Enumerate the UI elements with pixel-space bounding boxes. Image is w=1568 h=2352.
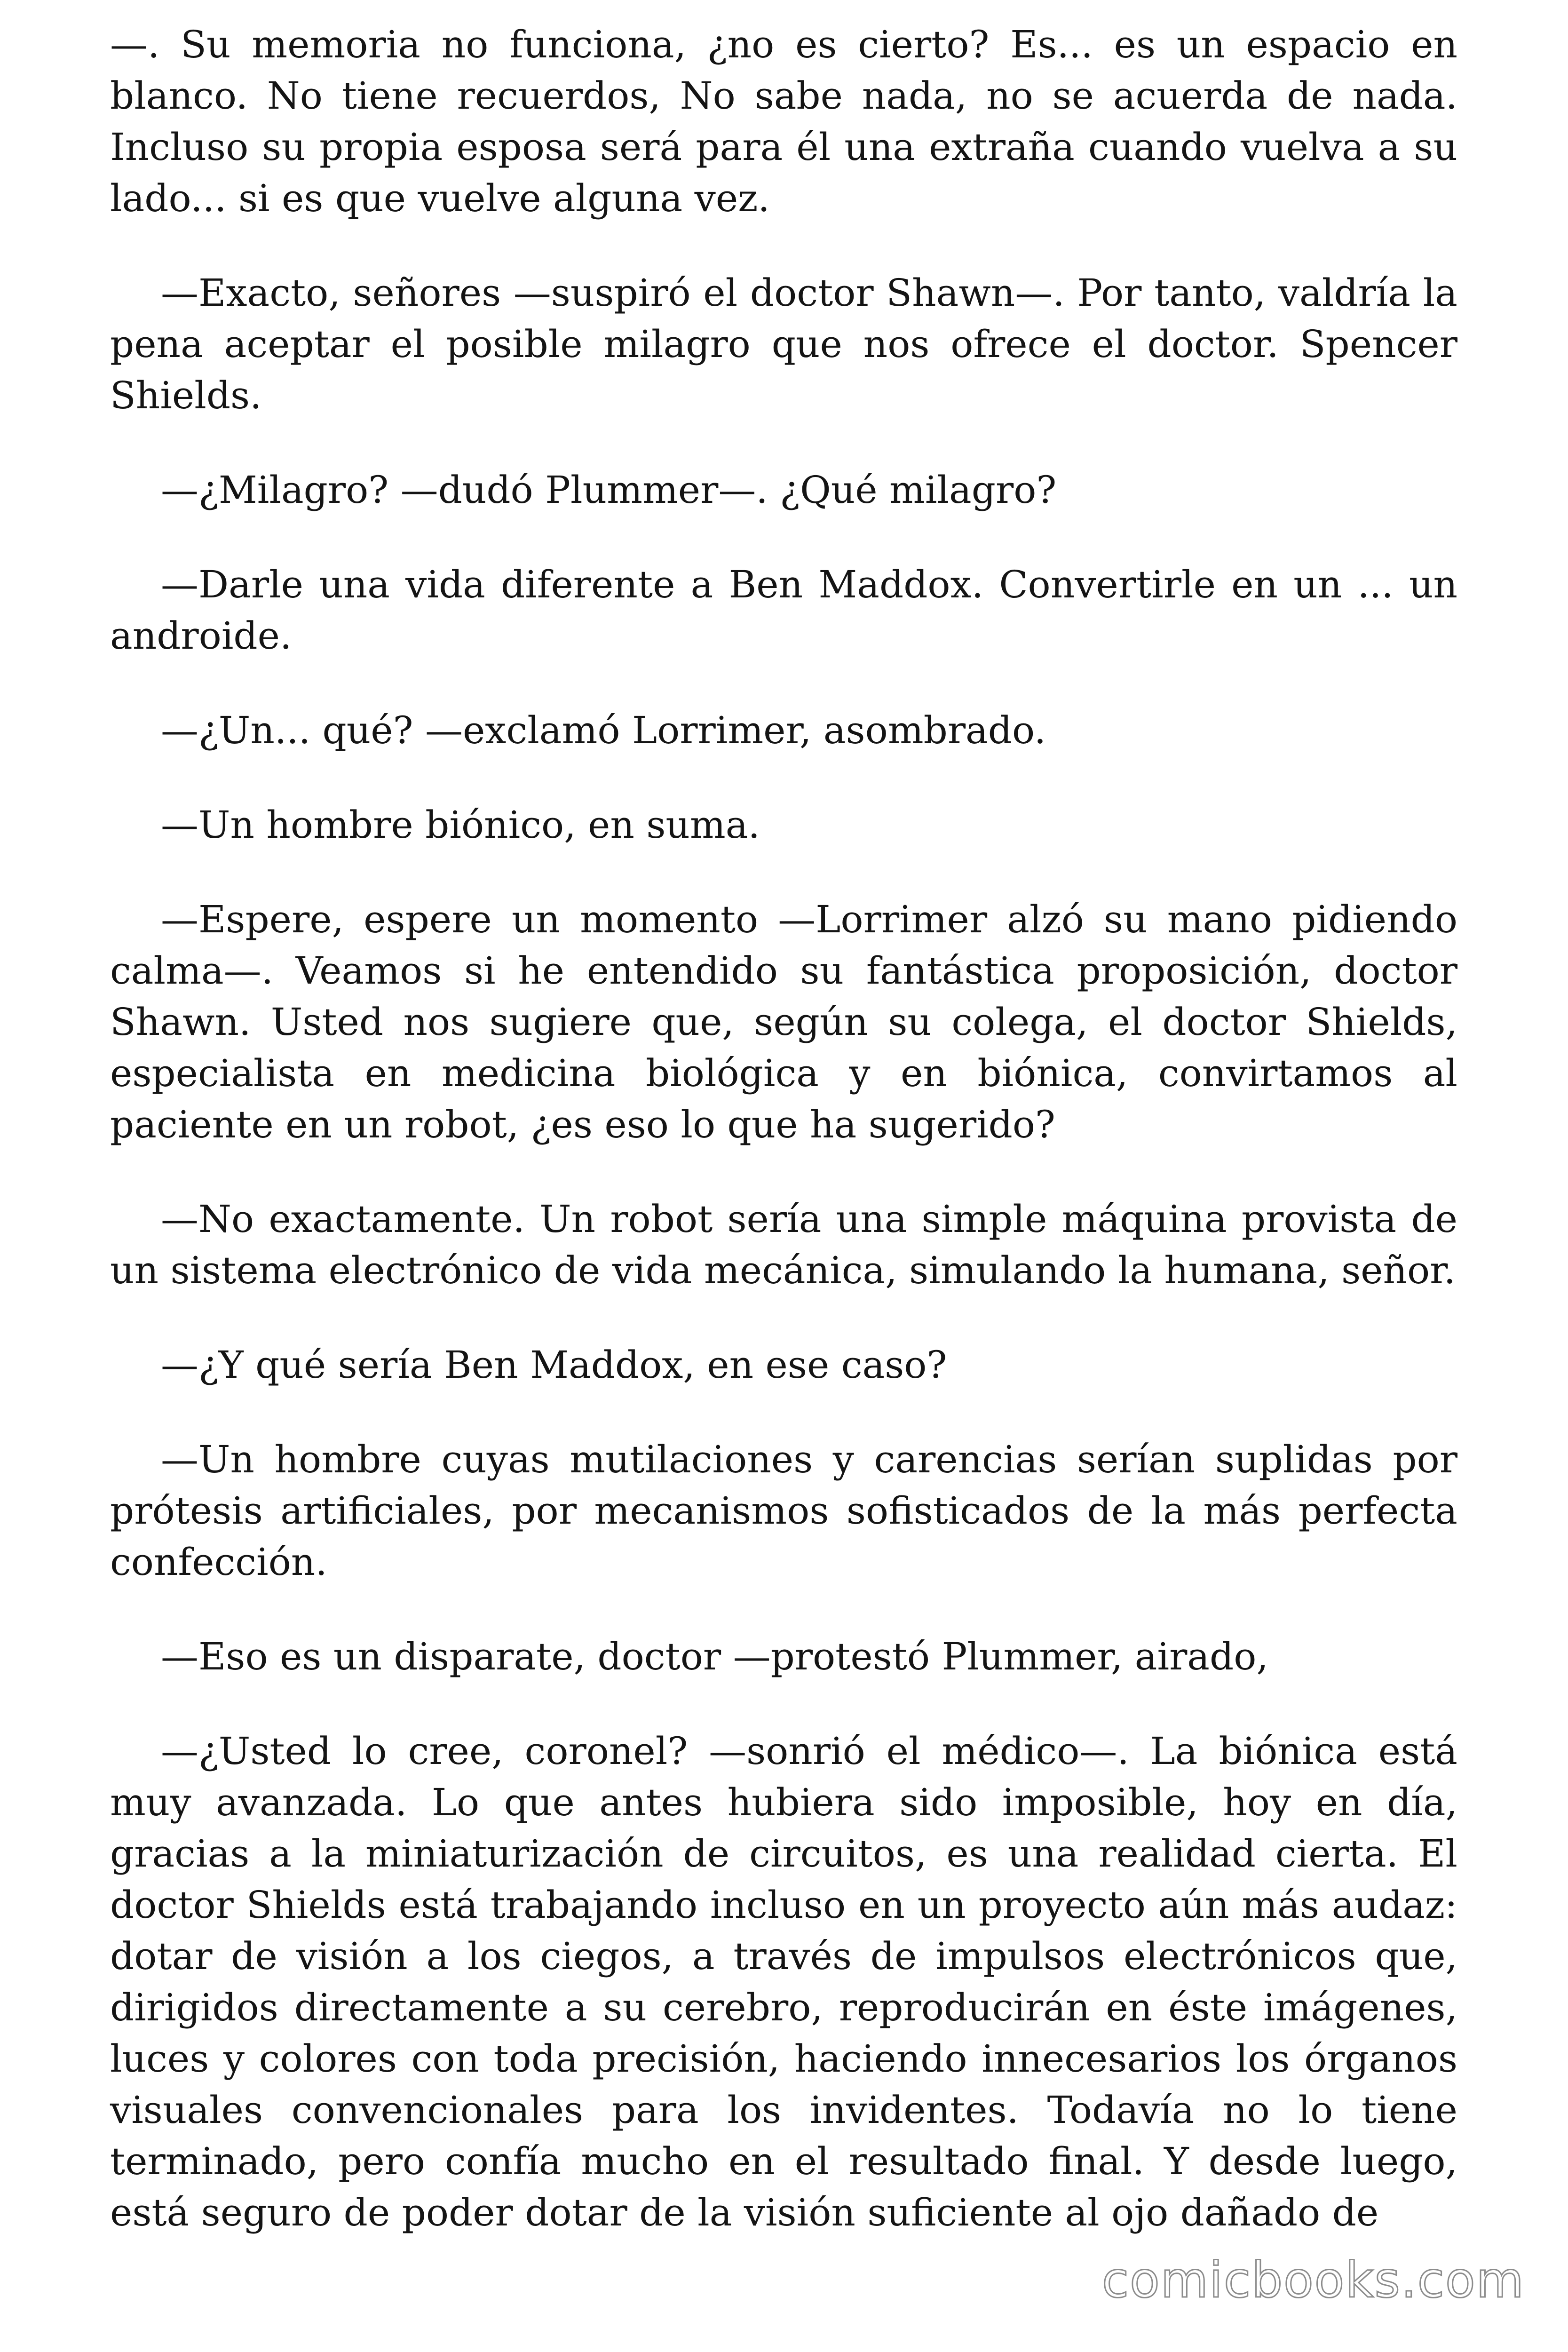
paragraph: —Un hombre cuyas mutilaciones y carencias serían suplidas por prótesis artificiales, por mecanismos sofisticados de la más perfecta confección. (110, 1438, 1457, 1584)
watermark: comicbooks.com (1101, 2251, 1525, 2309)
paragraph: —¿Y qué sería Ben Maddox, en ese caso? (161, 1343, 947, 1387)
paragraph: —Darle una vida diferente a Ben Maddox. Convertirle en un ... un androide. (110, 563, 1457, 658)
paragraph: —¿Usted lo cree, coronel? —sonrió el médico—. La biónica está muy avanzada. Lo que antes hubiera sido imposible, hoy en día, gracias a la miniaturización de circuitos, es una realidad cierta. El doctor Shields está trabajando incluso en un proyecto aún más audaz: dotar de visión a los ciegos, a través de impulsos electrónicos que, dirigidos directamente a su cerebro, reproducirán en éste imágenes, luces y colores con toda precisión, haciendo innecesarios los órganos visuales convencionales para los invidentes. Todavía no lo tiene terminado, pero confía mucho en el resultado final. Y desde luego, está seguro de poder dotar de la visión suficiente al ojo dañado de (110, 1729, 1457, 2234)
paragraph: —No exactamente. Un robot sería una simple máquina provista de un sistema electrónico de vida mecánica, simulando la humana, señor. (110, 1197, 1457, 1292)
paragraph: —Exacto, señores —suspiró el doctor Shawn—. Por tanto, valdría la pena aceptar el posible milagro que nos ofrece el doctor. Spencer Shields. (110, 271, 1457, 417)
paragraph: —Un hombre biónico, en suma. (161, 803, 760, 847)
paragraph: —¿Milagro? —dudó Plummer—. ¿Qué milagro? (161, 468, 1057, 512)
paragraph: —¿Un... qué? —exclamó Lorrimer, asombrado. (161, 708, 1046, 752)
book-page (110, 19, 1457, 2324)
paragraph: —Espere, espere un momento —Lorrimer alzó su mano pidiendo calma—. Veamos si he entendido su fantástica proposición, doctor Shawn. Usted nos sugiere que, según su colega, el doctor Shields, especialista en medicina biológica y en biónica, convirtamos al paciente en un robot, ¿es eso lo que ha sugerido? (110, 898, 1457, 1146)
paragraph: —Eso es un disparate, doctor —protestó Plummer, airado, (161, 1635, 1268, 1678)
paragraph: —. Su memoria no funciona, ¿no es cierto? Es... es un espacio en blanco. No tiene recuerdos, No sabe nada, no se acuerda de nada. Incluso su propia esposa será para él una extraña cuando vuelva a su lado... si es que vuelve alguna vez. (110, 23, 1457, 220)
